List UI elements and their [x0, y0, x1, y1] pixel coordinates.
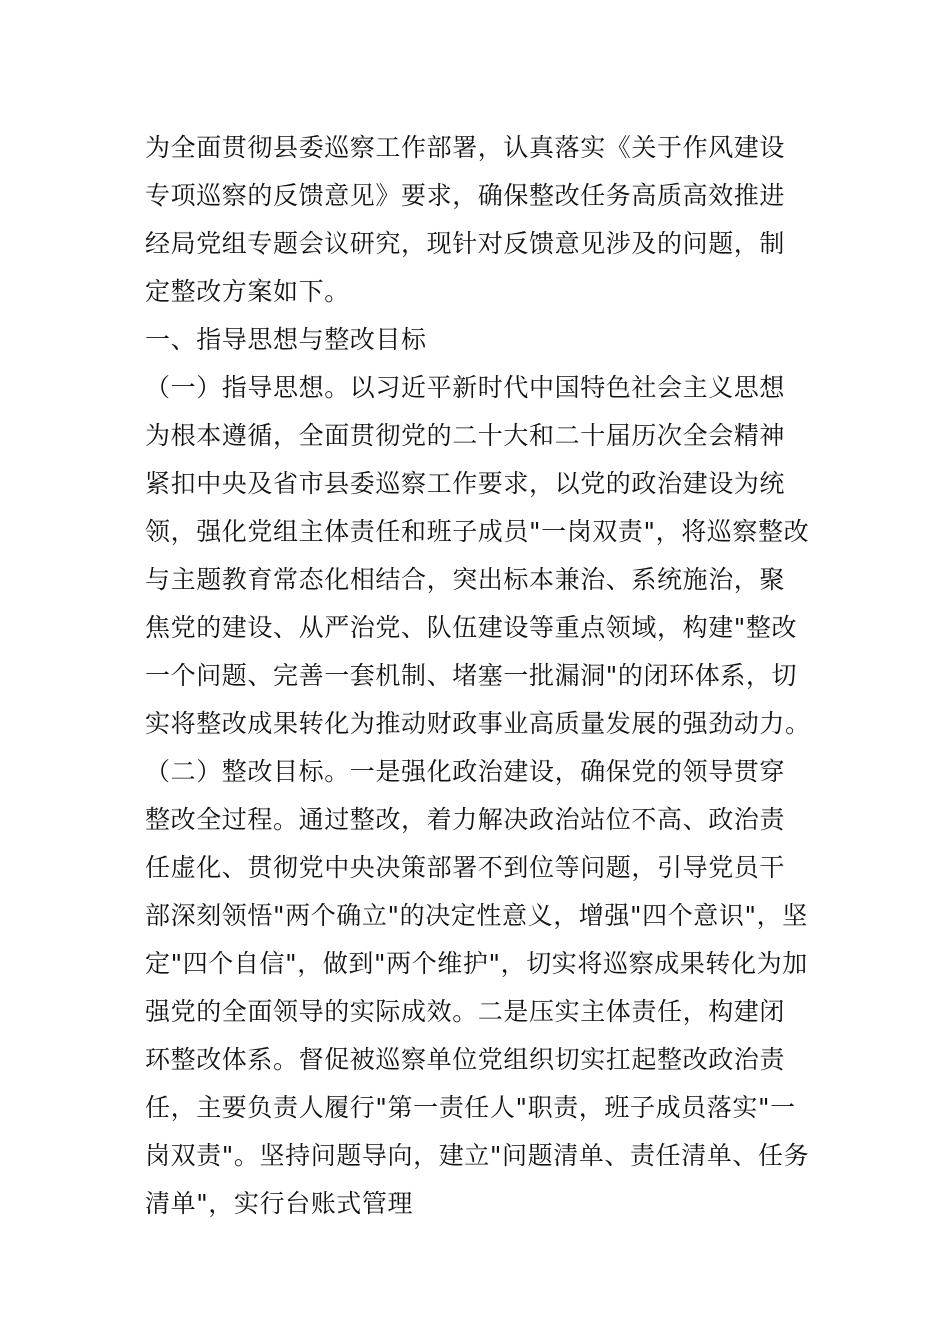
goals-line-5: 定"四个自信"，做到"两个维护"，切实将巡察成果转化为加 — [145, 949, 808, 978]
goals-line-3: 任虚化、贯彻党中央决策部署不到位等问题，引导党员干 — [145, 853, 786, 882]
guiding-thought-line-2: 为根本遵循，全面贯彻党的二十大和二十届历次全会精神 — [145, 421, 786, 450]
guiding-thought-line-5: 与主题教育常态化相结合，突出标本兼治、系统施治，聚 — [145, 565, 786, 594]
goals-line-7: 环整改体系。督促被巡察单位党组织切实扛起整改政治责 — [145, 1045, 786, 1074]
section-heading: 一、指导思想与整改目标 — [145, 325, 427, 354]
guiding-thought-line-8: 实将整改成果转化为推动财政事业高质量发展的强劲动力。 — [145, 709, 811, 738]
guiding-thought-line-6: 焦党的建设、从严治党、队伍建设等重点领域，构建"整改 — [145, 613, 798, 642]
goals-line-10: 清单"，实行台账式管理 — [145, 1189, 414, 1218]
guiding-thought-line-4: 领，强化党组主体责任和班子成员"一岗双责"，将巡察整改 — [145, 517, 810, 546]
guiding-thought-line-1: （一）指导思想。以习近平新时代中国特色社会主义思想 — [145, 373, 786, 402]
goals-line-2: 整改全过程。通过整改，着力解决政治站位不高、政治责 — [145, 805, 786, 834]
document-body — [145, 124, 815, 1228]
intro-line-4: 定整改方案如下。 — [145, 277, 350, 306]
goals-line-1: （二）整改目标。一是强化政治建设，确保党的领导贯穿 — [145, 757, 786, 786]
goals-line-8: 任，主要负责人履行"第一责任人"职责，班子成员落实"一 — [145, 1093, 796, 1122]
guiding-thought-line-3: 紧扣中央及省市县委巡察工作要求，以党的政治建设为统 — [145, 469, 786, 498]
goals-line-9: 岗双责"。坚持问题导向，建立"问题清单、责任清单、任务 — [145, 1141, 810, 1170]
goals-line-4: 部深刻领悟"两个确立"的决定性意义，增强"四个意识"，坚 — [145, 901, 808, 930]
guiding-thought-line-7: 一个问题、完善一套机制、堵塞一批漏洞"的闭环体系，切 — [145, 661, 798, 690]
goals-line-6: 强党的全面领导的实际成效。二是压实主体责任，构建闭 — [145, 997, 786, 1026]
intro-line-3: 经局党组专题会议研究，现针对反馈意见涉及的问题，制 — [145, 229, 786, 258]
intro-line-2: 专项巡察的反馈意见》要求，确保整改任务高质高效推进 — [145, 181, 786, 210]
intro-line-1: 为全面贯彻县委巡察工作部署，认真落实《关于作风建设 — [145, 133, 786, 162]
